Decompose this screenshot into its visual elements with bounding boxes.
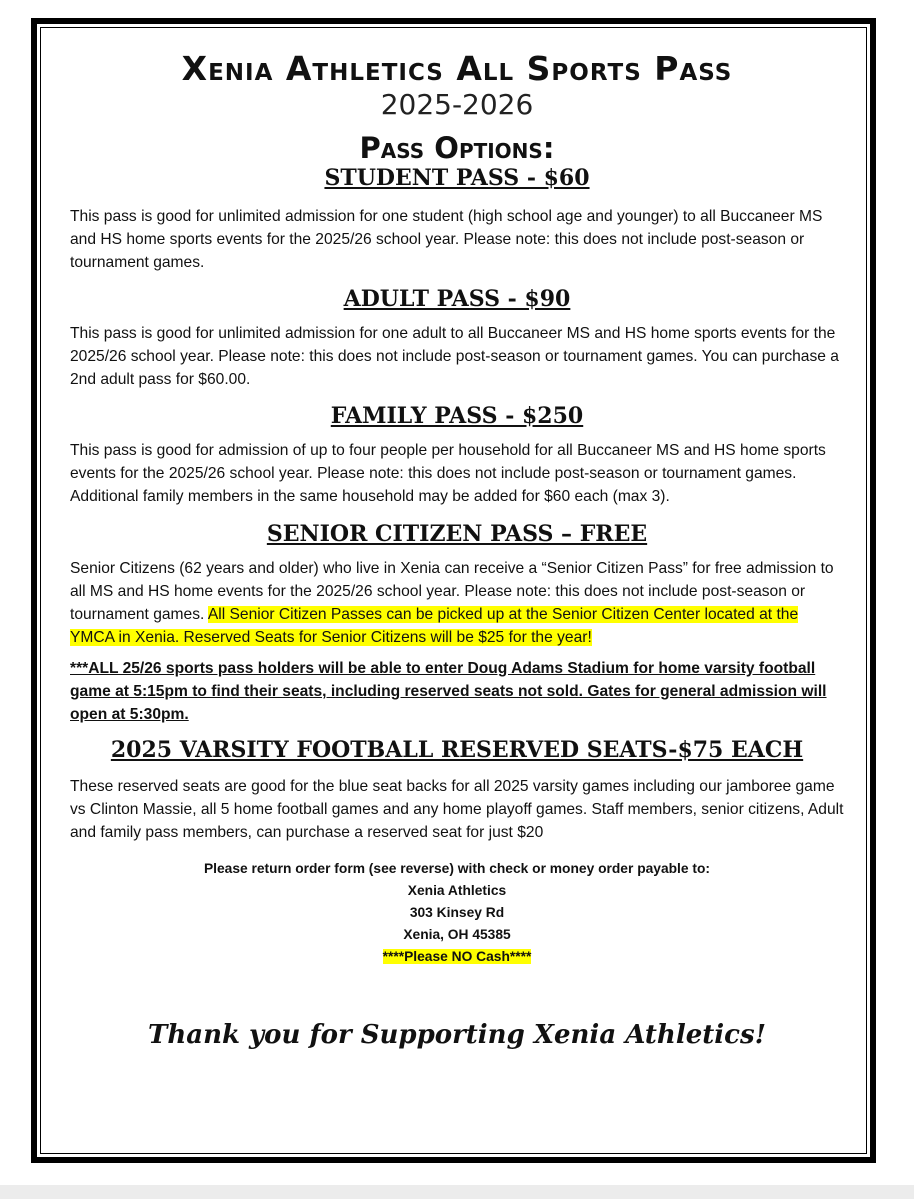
payee-name: Xenia Athletics <box>407 883 507 898</box>
family-pass-heading: FAMILY PASS - $250 <box>330 403 584 429</box>
football-seats-description: These reserved seats are good for the blue seat backs for all 2025 varsity games including our jamboree game vs Clinton Massie, all 5 home football games and any home playoff games. Staff members, senior citizens, Adult and family pass members, can purchase a reserved seat for just $20 <box>70 778 844 841</box>
payee-street: 303 Kinsey Rd <box>409 905 505 920</box>
family-pass-description: This pass is good for admission of up to four people per household for all Buccaneer MS and HS home sports events for the 2025/26 school year. Please note: this does not include post-season or tournament games. Additional family members in the same household may be added for $60 each (max 3). <box>70 442 826 505</box>
return-instructions <box>70 858 844 968</box>
student-pass-description: This pass is good for unlimited admission for one student (high school age and younger) to all Buccaneer MS and HS home sports events for the 2025/26 school year. Please note: this does not include post-season or tournament games. <box>70 208 823 271</box>
document-content <box>70 40 844 1051</box>
senior-pass-heading: SENIOR CITIZEN PASS – FREE <box>266 521 648 547</box>
pass-options-heading: Pass Options: <box>359 131 555 165</box>
football-seats-heading: 2025 VARSITY FOOTBALL RESERVED SEATS-$75 EACH <box>110 737 804 763</box>
school-year: 2025-2026 <box>380 88 534 121</box>
page-bottom-strip <box>0 1185 914 1199</box>
stadium-entry-notice: ***ALL 25/26 sports pass holders will be able to enter Doug Adams Stadium for home varsity football game at 5:15pm to find their seats, including reserved seats not sold. Gates for general admission will open at 5:30pm. <box>70 660 827 723</box>
senior-pass-text: Senior Citizens (62 years and older) who live in Xenia can receive a “Senior Citizen Pass” for free admission to all MS and HS home events for the 2025/26 school year. Please note: this does not include post-season or tournament games. <box>70 560 834 623</box>
student-pass-heading: STUDENT PASS - $60 <box>324 165 590 191</box>
senior-pass-description <box>70 557 844 649</box>
adult-pass-description: This pass is good for unlimited admission for one adult to all Buccaneer MS and HS home sports events for the 2025/26 school year. Please note: this does not include post-season or tournament games. You can purchase a 2nd adult pass for $60.00. <box>70 325 839 388</box>
document-title: Xenia Athletics All Sports Pass <box>181 49 733 88</box>
return-instruction-text: Please return order form (see reverse) with check or money order payable to: <box>203 861 711 876</box>
payee-city: Xenia, OH 45385 <box>403 927 511 942</box>
no-cash-warning: ****Please NO Cash**** <box>382 949 532 964</box>
senior-pickup-highlight: All Senior Citizen Passes can be picked up at the Senior Citizen Center located at the YMCA in Xenia. Reserved Seats for Senior Citizens will be $25 for the year! <box>70 606 799 646</box>
adult-pass-heading: ADULT PASS - $90 <box>343 286 571 312</box>
thank-you-message: Thank you for Supporting Xenia Athletics! <box>147 1020 767 1050</box>
